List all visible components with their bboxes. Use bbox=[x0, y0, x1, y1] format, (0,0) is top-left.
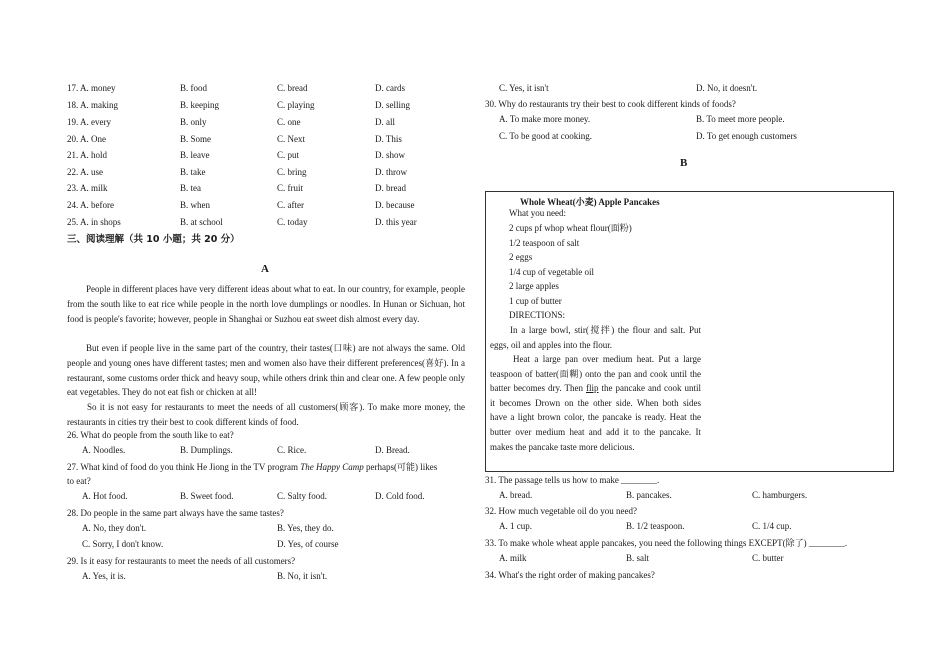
option-c: C. bring bbox=[277, 167, 307, 177]
step-text: Heat a large pan over medium heat. Put a large teaspoon of batter(面糊) onto the pan and cook until the batter becomes dry. Then bbox=[490, 354, 701, 394]
question-29-stem: 29. Is it easy for restaurants to meet the needs of all customers? bbox=[67, 556, 296, 566]
option-a: 24. A. before bbox=[67, 200, 114, 210]
option-d: D. this year bbox=[375, 217, 417, 227]
option-c: C. Rice. bbox=[277, 445, 307, 455]
option-b: B. Yes, they do. bbox=[277, 523, 334, 533]
stem-text: perhaps(可能) likes bbox=[363, 462, 438, 472]
ingredient-item: 1/2 teaspoon of salt bbox=[509, 238, 580, 248]
option-c: C. Yes, it isn't bbox=[499, 83, 549, 93]
option-c: C. after bbox=[277, 200, 304, 210]
option-c: C. Salty food. bbox=[277, 491, 328, 501]
option-b: B. when bbox=[180, 200, 210, 210]
question-32-stem: 32. How much vegetable oil do you need? bbox=[485, 506, 637, 516]
option-c: C. one bbox=[277, 117, 301, 127]
option-a: 23. A. milk bbox=[67, 183, 108, 193]
option-d: D. cards bbox=[375, 83, 405, 93]
passage-a-paragraph-3: So it is not easy for restaurants to meet the needs of all customers(顾客). To make more money, the restaurants in cities try their best to cook different kinds of food. bbox=[67, 402, 465, 427]
passage-a-paragraph-1: People in different places have very different ideas about what to eat. In our country, for example, people from the south like to eat rice while people in the north love dumplings or noodles. In Hunan or Sichuan, hot food is people's favorite; however, people in Shanghai or Suzhou eat sweet dish almost every day. bbox=[67, 284, 465, 324]
ingredient-item: 1/4 cup of vegetable oil bbox=[509, 267, 594, 277]
option-a: 19. A. every bbox=[67, 117, 111, 127]
question-28-stem: 28. Do people in the same part always have the same tastes? bbox=[67, 508, 284, 518]
option-a: A. 1 cup. bbox=[499, 521, 532, 531]
option-d: D. Bread. bbox=[375, 445, 410, 455]
option-d: D. all bbox=[375, 117, 395, 127]
recipe-directions-label: DIRECTIONS: bbox=[509, 310, 565, 320]
option-b: B. only bbox=[180, 117, 207, 127]
option-b: B. pancakes. bbox=[626, 490, 672, 500]
option-c: C. today bbox=[277, 217, 308, 227]
option-a: A. milk bbox=[499, 553, 527, 563]
option-c: C. fruit bbox=[277, 183, 303, 193]
ingredient-item: 2 cups pf whop wheat flour(面粉) bbox=[509, 223, 632, 233]
option-b: B. food bbox=[180, 83, 207, 93]
recipe-step-2 bbox=[490, 352, 701, 454]
option-d: D. No, it doesn't. bbox=[696, 83, 758, 93]
question-27-stem bbox=[67, 463, 437, 472]
ingredient-item: 2 eggs bbox=[509, 252, 533, 262]
option-a: 22. A. use bbox=[67, 167, 103, 177]
question-31-stem: 31. The passage tells us how to make ________. bbox=[485, 475, 660, 485]
question-34-stem: 34. What's the right order of making pancakes? bbox=[485, 570, 655, 580]
option-a: A. Noodles. bbox=[82, 445, 126, 455]
passage-a-paragraph-2: But even if people live in the same part of the country, their tastes(口味) are not always the same. Old people and young ones have different tastes; men and women also have their different preferences(喜好). In a restaurant, some customs order thick and heavy soup, while others drink thin and clear one. A few people only eat vegetables. They do not eat fish or chicken at all! bbox=[67, 343, 465, 398]
option-a: A. Hot food. bbox=[82, 491, 128, 501]
option-c: C. butter bbox=[752, 553, 784, 563]
section-heading: 三、阅读理解（共 10 小题；共 20 分） bbox=[67, 234, 240, 245]
option-a: 18. A. making bbox=[67, 100, 118, 110]
question-26-stem: 26. What do people from the south like to eat? bbox=[67, 430, 234, 440]
option-c: C. To be good at cooking. bbox=[499, 131, 592, 141]
option-d: D. selling bbox=[375, 100, 410, 110]
ingredient-item: 2 large apples bbox=[509, 281, 559, 291]
option-d: D. because bbox=[375, 200, 415, 210]
option-b: B. No, it isn't. bbox=[277, 571, 328, 581]
option-a: A. Yes, it is. bbox=[82, 571, 126, 581]
option-a: A. No, they don't. bbox=[82, 523, 147, 533]
option-a: 17. A. money bbox=[67, 83, 116, 93]
option-d: D. throw bbox=[375, 167, 407, 177]
option-c: C. hamburgers. bbox=[752, 490, 808, 500]
option-c: C. playing bbox=[277, 100, 315, 110]
option-d: D. show bbox=[375, 150, 406, 160]
option-b: B. salt bbox=[626, 553, 650, 563]
stem-text: 27. What kind of food do you think He Jiong in the TV program bbox=[67, 462, 301, 472]
option-d: D. Yes, of course bbox=[277, 539, 339, 549]
option-a: A. To make more money. bbox=[499, 114, 591, 124]
underlined-word: flip bbox=[586, 383, 599, 394]
option-b: B. leave bbox=[180, 150, 210, 160]
option-b: B. keeping bbox=[180, 100, 219, 110]
option-c: C. Sorry, I don't know. bbox=[82, 539, 164, 549]
option-c: C. 1/4 cup. bbox=[752, 521, 792, 531]
option-b: B. Sweet food. bbox=[180, 491, 234, 501]
option-d: D. To get enough customers bbox=[696, 131, 797, 141]
option-d: D. Cold food. bbox=[375, 491, 425, 501]
question-30-stem: 30. Why do restaurants try their best to cook different kinds of foods? bbox=[485, 99, 736, 109]
recipe-step-1: In a large bowl, stir(搅拌) the flour and salt. Put eggs, oil and apples into the flour. bbox=[490, 325, 701, 350]
program-title: The Happy Camp bbox=[300, 462, 364, 472]
option-b: B. at school bbox=[180, 217, 223, 227]
option-c: C. Next bbox=[277, 134, 305, 144]
option-a: A. bread. bbox=[499, 490, 533, 500]
option-d: D. bread bbox=[375, 183, 406, 193]
ingredient-item: 1 cup of butter bbox=[509, 296, 562, 306]
option-b: B. 1/2 teaspoon. bbox=[626, 521, 685, 531]
option-a: 20. A. One bbox=[67, 134, 106, 144]
option-a: 21. A. hold bbox=[67, 150, 108, 160]
option-b: B. take bbox=[180, 167, 206, 177]
option-b: B. tea bbox=[180, 183, 201, 193]
passage-b-title: B bbox=[680, 157, 688, 169]
recipe-need-label: What you need: bbox=[509, 208, 566, 218]
step-text: the pancake and cook until it becomes Drown on the other side. When both sides have a light brown color, the pancake is ready. Heat the butter over medium heat and add it to the pancake. It makes the pancake taste more delicious. bbox=[490, 383, 701, 452]
option-b: B. Some bbox=[180, 134, 212, 144]
passage-a-title: A bbox=[261, 263, 269, 275]
option-b: B. To meet more people. bbox=[696, 114, 785, 124]
question-33-stem: 33. To make whole wheat apple pancakes, you need the following things EXCEPT(除了) ________. bbox=[485, 538, 848, 548]
option-c: C. bread bbox=[277, 83, 308, 93]
option-c: C. put bbox=[277, 150, 300, 160]
question-27-stem-line2: to eat? bbox=[67, 476, 91, 486]
option-d: D. This bbox=[375, 134, 402, 144]
recipe-title: Whole Wheat(小麦) Apple Pancakes bbox=[520, 197, 660, 207]
option-a: 25. A. in shops bbox=[67, 217, 121, 227]
option-b: B. Dumplings. bbox=[180, 445, 233, 455]
